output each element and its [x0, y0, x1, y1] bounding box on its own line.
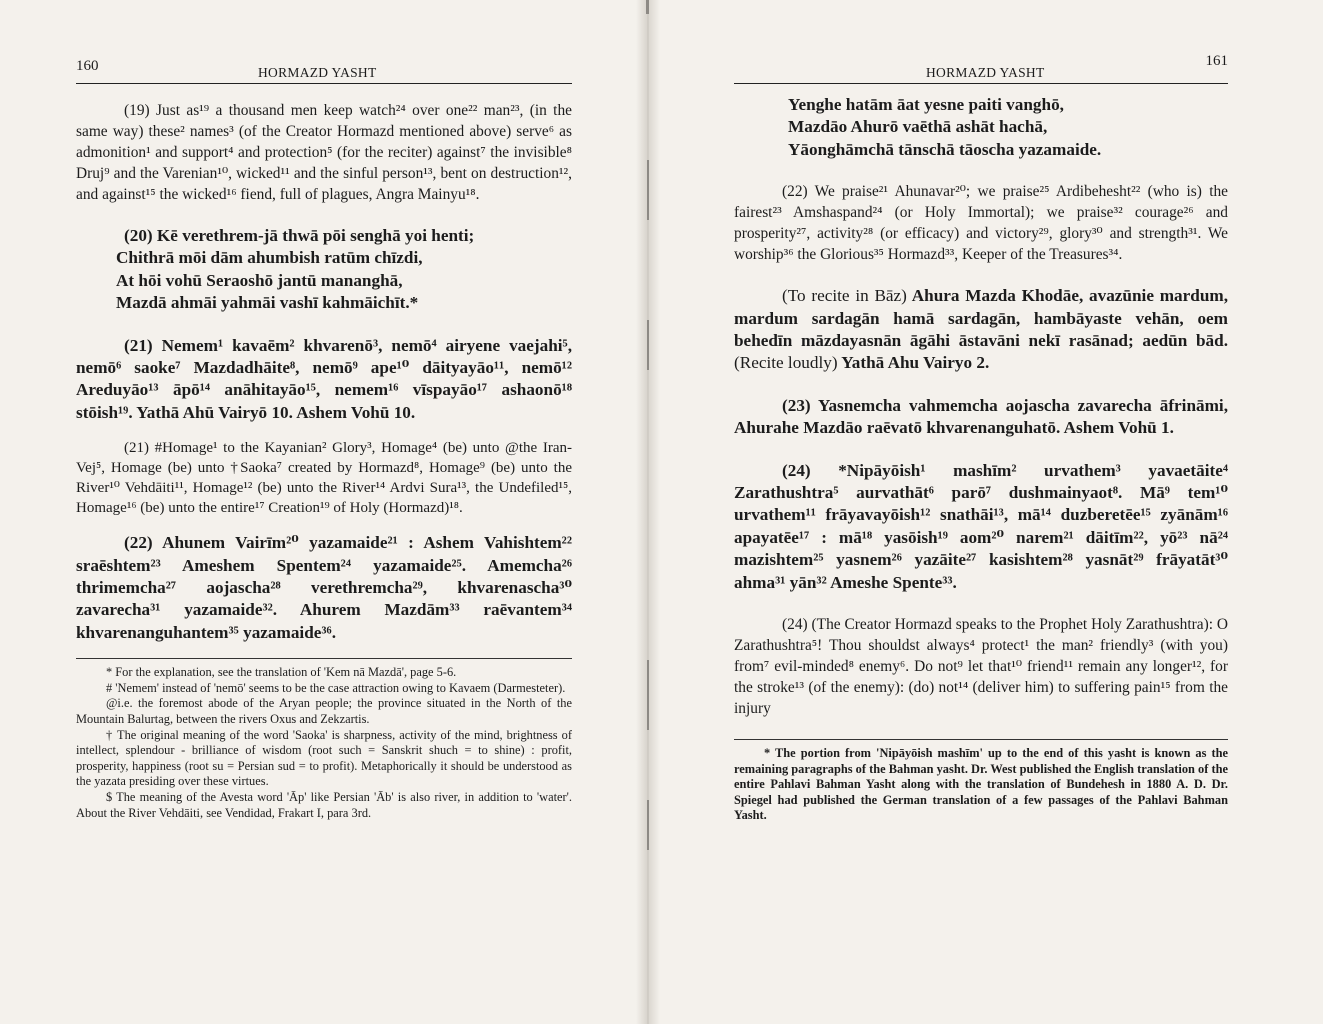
gutter-mark	[647, 320, 649, 370]
gutter-mark	[647, 800, 649, 850]
baz-recitation	[734, 285, 1228, 375]
footnote-rule	[76, 658, 572, 659]
footnote: @i.e. the foremost abode of the Aryan people; the province situated in the North of the Mountain Balurtag, between the rivers Oxus and Zekzartis.	[76, 696, 572, 727]
avesta-paragraph-21: (21) Nemem¹ kavaēm² khvarenō³, nemō⁴ airyene vaejahi⁵, nemō⁶ saoke⁷ Mazdadhāite⁸, nemō⁹ ape¹⁰ dāityayāo¹¹, nemō¹² Areduyāo¹³ āpō¹⁴ anāhitayāo¹⁵, nemem¹⁶ vīspayāo¹⁷ ashaonō¹⁸ stōish¹⁹. Yathā Ahū Vairyō 10. Ashem Vohū 10.	[76, 335, 572, 422]
gutter-mark	[647, 660, 649, 730]
running-head	[76, 56, 572, 86]
avesta-paragraph-22: (22) Ahunem Vairīm²⁰ yazamaide²¹ : Ashem Vahishtem²² sraēshtem²³ Ameshem Spentem²⁴ yazamaide²⁵. Amemcha²⁶ thrimemcha²⁷ aojascha²⁸ verethremcha²⁹, khvarenascha³⁰ zavarecha³¹ yazamaide³². Ahurem Mazdām³³ raēvantem³⁴ khvarenanguhantem³⁵ yazamaide³⁶.	[76, 533, 572, 642]
footnote-rule	[734, 739, 1228, 740]
header-rule	[734, 83, 1228, 84]
running-head-title: HORMAZD YASHT	[258, 65, 377, 80]
header-rule	[76, 83, 572, 84]
page-number: 161	[1205, 53, 1228, 69]
book-gutter	[636, 0, 660, 1024]
verse-line: Chithrā mōi dām ahumbish ratūm chīzdi,	[116, 248, 423, 268]
running-head	[734, 53, 1228, 86]
running-head-title: HORMAZD YASHT	[926, 65, 1045, 80]
verse-block	[734, 94, 1228, 161]
footnote: † The original meaning of the word 'Saoka' is sharpness, activity of the mind, brightness of intellect, splendour - brilliance of wisdom (root such = Sanskrit shuch = to shine) : profit, prosperity, happiness (root su = Persian sud = to profit). Metaphorically it should be understood as the yazata presiding over these virtues.	[76, 727, 572, 789]
verse-20	[76, 225, 572, 315]
gutter-mark	[647, 160, 649, 220]
footnote: * The portion from 'Nipāyōish mashīm' up to the end of this yasht is known as the remaining paragraphs of the Bahman yasht. Dr. West published the English translation of the entire Pahlavi Bahman Yasht along with the translation of Bundehesh in 1880 A. D. Dr. Spiegel had published the German translation of a few passages of the Pahlavi Bahman Yasht.	[734, 746, 1228, 823]
footnote: $ The meaning of the Avesta word 'Āp' like Persian 'Āb' is also river, in addition to 'water'. About the River Vehdāiti, see Vendidad, Frakart I, para 3rd.	[76, 790, 572, 820]
verse-line: Yenghe hatām āat yesne paiti vanghō,	[788, 95, 1064, 114]
verse-line: Mazdā ahmāi yahmāi vashī kahmāichīt.*	[116, 293, 419, 313]
recite-instruction: (Recite loudly)	[734, 353, 838, 373]
baz-text: Ahura Mazda Khodāe, avazūnie mardum, mardum sardagān hamā sardagān, hambāyaste vehān, oem behedīn māzdayasnān āgāhi āstavāni nekī rasānad; aedūn bād.	[734, 286, 1228, 351]
paragraph-19-translation: (19) Just as¹⁹ a thousand men keep watch²⁴ over one²² man²³, (in the same way) these² names³ (of the Creator Hormazd mentioned above) serve⁶ as admonition¹ and support⁴ and protection⁵ (for the reciter) against⁷ the invisible⁸ Druj⁹ and the Varenian¹⁰, wicked¹¹ and the sinful person¹³, bent on destruction¹², and against¹⁵ the wicked¹⁶ fiend, full of plagues, Angra Mainyu¹⁸.	[76, 102, 572, 203]
gutter-mark-top	[646, 0, 649, 14]
verse-line: Mazdāo Ahurō vaēthā ashāt hachā,	[788, 117, 1048, 137]
baz-instruction: (To recite in Bāz)	[782, 286, 907, 306]
avesta-paragraph-23: (23) Yasnemcha vahmemcha aojascha zavarecha āfrināmi, Ahurahe Mazdāo raēvatō khvarenanguhatō. Ashem Vohū 1.	[734, 395, 1228, 438]
footnote: * For the explanation, see the translation of 'Kem nā Mazdā', page 5-6.	[106, 665, 457, 680]
page-number: 160	[76, 58, 99, 74]
page-text	[734, 94, 1228, 824]
verse-line: Yāonghāmchā tānschā tāoscha yazamaide.	[788, 139, 1102, 159]
page-161	[734, 0, 1228, 1024]
verse-line: At hōi vohū Seraoshō jantū mananghā,	[116, 270, 403, 290]
paragraph-22-translation: (22) We praise²¹ Ahunavar²⁰; we praise²⁵ Ardibehesht²² (who is) the fairest²³ Amshaspand²⁴ (or Holy Immortal); we praise³² courage²⁶ and prosperity²⁷, activity²⁸ (or efficacy) and victory²⁹, glory³⁰ and strength³¹. We worship³⁶ the Glorious³⁵ Hormazd³³, Keeper of the Treasures³⁴.	[734, 183, 1228, 264]
yatha-ahu-vairyo: Yathā Ahu Vairyo 2.	[841, 353, 990, 373]
paragraph-21-translation: (21) #Homage¹ to the Kayanian² Glory³, Homage⁴ (be) unto @the Iran-Vej⁵, Homage (be) unto †Saoka⁷ created by Hormazd⁸, Homage⁹ (be) unto the River¹⁰ Vehdāiti¹¹, Homage¹² (be) unto the River¹⁴ Ardvi Sura¹³, the Undefiled¹⁵, Homage¹⁶ (be) unto the entire¹⁷ Creation¹⁹ of Holy (Hormazd)¹⁸.	[76, 440, 572, 517]
footnote: # 'Nemem' instead of 'nemō' seems to be the case attraction owing to Kavaem (Darmesteter).	[106, 680, 566, 695]
paragraph-24-translation: (24) (The Creator Hormazd speaks to the Prophet Holy Zarathushtra): O Zarathushtra⁵! Thou shouldst always⁴ protect¹ the man² friendly³ (with you) from⁷ evil-minded⁸ enemy⁶. Do not⁹ let that¹⁰ friend¹¹ remain any longer¹², for the stroke¹³ (of the enemy): (do) not¹⁴ (deliver him) to suffering pain¹⁵ from the injury	[734, 616, 1228, 718]
avesta-paragraph-24: (24) *Nipāyōish¹ mashīm² urvathem³ yavaetāite⁴ Zarathushtra⁵ aurvathāt⁶ parō⁷ dushmainyaot⁸. Mā⁹ tem¹⁰ urvathem¹¹ frāyavayōish¹² snathāi¹³, mā¹⁴ duzberetēe¹⁵ zyānām¹⁶ apayatēe¹⁷ : mā¹⁸ yasōish¹⁹ aom²⁰ narem²¹ dāitīm²², yō²³ nā²⁴ mazishtem²⁵ yasnem²⁶ yazāite²⁷ kasishtem²⁸ yasnāt²⁹ frāyatāt³⁰ ahma³¹ yān³² Ameshe Spente³³.	[734, 460, 1228, 592]
page-160	[76, 0, 572, 1024]
page-text	[76, 100, 572, 821]
verse-line: (20) Kē verethrem-jā thwā pōi senghā yoi henti;	[124, 226, 475, 245]
